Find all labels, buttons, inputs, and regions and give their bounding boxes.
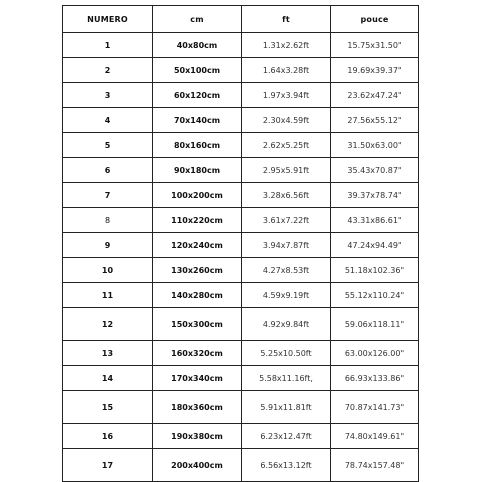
table-row: [63, 341, 419, 366]
table-row: [63, 183, 419, 208]
cell-pouce: 35.43x70.87": [331, 158, 419, 183]
cell-cm: 200x400cm: [153, 449, 242, 482]
cell-cm: 40x80cm: [153, 33, 242, 58]
cell-ft: 1.97x3.94ft: [242, 83, 331, 108]
cell-ft: 1.64x3.28ft: [242, 58, 331, 83]
table-row: [63, 33, 419, 58]
table-row: [63, 133, 419, 158]
cell-cm: 190x380cm: [153, 424, 242, 449]
cell-pouce: 55.12x110.24": [331, 283, 419, 308]
cell-cm: 70x140cm: [153, 108, 242, 133]
cell-numero: 11: [63, 283, 153, 308]
table-row: [63, 391, 419, 424]
cell-numero: 13: [63, 341, 153, 366]
cell-ft: 4.27x8.53ft: [242, 258, 331, 283]
cell-pouce: 15.75x31.50": [331, 33, 419, 58]
cell-pouce: 74.80x149.61": [331, 424, 419, 449]
cell-ft: 1.31x2.62ft: [242, 33, 331, 58]
table-row: [63, 208, 419, 233]
cell-cm: 150x300cm: [153, 308, 242, 341]
cell-cm: 160x320cm: [153, 341, 242, 366]
cell-numero: 17: [63, 449, 153, 482]
cell-pouce: 47.24x94.49": [331, 233, 419, 258]
header-pouce: pouce: [331, 6, 419, 33]
cell-pouce: 78.74x157.48": [331, 449, 419, 482]
cell-ft: 4.59x9.19ft: [242, 283, 331, 308]
table-row: [63, 108, 419, 133]
cell-pouce: 51.18x102.36": [331, 258, 419, 283]
cell-ft: 2.95x5.91ft: [242, 158, 331, 183]
cell-ft: 3.28x6.56ft: [242, 183, 331, 208]
cell-pouce: 63.00x126.00": [331, 341, 419, 366]
header-cm: cm: [153, 6, 242, 33]
cell-numero: 8: [63, 208, 153, 233]
cell-numero: 16: [63, 424, 153, 449]
table-body: [63, 33, 419, 482]
header-row: [63, 6, 419, 33]
cell-pouce: 31.50x63.00": [331, 133, 419, 158]
cell-pouce: 66.93x133.86": [331, 366, 419, 391]
cell-cm: 130x260cm: [153, 258, 242, 283]
cell-numero: 6: [63, 158, 153, 183]
cell-ft: 3.61x7.22ft: [242, 208, 331, 233]
cell-cm: 60x120cm: [153, 83, 242, 108]
cell-ft: 3.94x7.87ft: [242, 233, 331, 258]
cell-cm: 110x220cm: [153, 208, 242, 233]
table-row: [63, 424, 419, 449]
cell-pouce: 27.56x55.12": [331, 108, 419, 133]
header-numero: NUMERO: [63, 6, 153, 33]
cell-cm: 120x240cm: [153, 233, 242, 258]
cell-pouce: 19.69x39.37": [331, 58, 419, 83]
cell-pouce: 39.37x78.74": [331, 183, 419, 208]
cell-pouce: 59.06x118.11": [331, 308, 419, 341]
cell-cm: 80x160cm: [153, 133, 242, 158]
cell-numero: 4: [63, 108, 153, 133]
cell-ft: 6.23x12.47ft: [242, 424, 331, 449]
table-row: [63, 366, 419, 391]
table-row: [63, 258, 419, 283]
cell-pouce: 70.87x141.73": [331, 391, 419, 424]
cell-cm: 180x360cm: [153, 391, 242, 424]
table-row: [63, 283, 419, 308]
cell-ft: 5.91x11.81ft: [242, 391, 331, 424]
cell-numero: 1: [63, 33, 153, 58]
cell-numero: 10: [63, 258, 153, 283]
cell-numero: 14: [63, 366, 153, 391]
cell-ft: 4.92x9.84ft: [242, 308, 331, 341]
cell-numero: 3: [63, 83, 153, 108]
cell-cm: 90x180cm: [153, 158, 242, 183]
cell-cm: 100x200cm: [153, 183, 242, 208]
table-row: [63, 58, 419, 83]
cell-numero: 9: [63, 233, 153, 258]
cell-cm: 50x100cm: [153, 58, 242, 83]
cell-cm: 140x280cm: [153, 283, 242, 308]
cell-numero: 12: [63, 308, 153, 341]
cell-numero: 15: [63, 391, 153, 424]
cell-ft: 5.25x10.50ft: [242, 341, 331, 366]
table-row: [63, 233, 419, 258]
cell-ft: 2.30x4.59ft: [242, 108, 331, 133]
table-row: [63, 308, 419, 341]
cell-numero: 2: [63, 58, 153, 83]
table-row: [63, 449, 419, 482]
table-row: [63, 158, 419, 183]
table-header: [63, 6, 419, 33]
table-row: [63, 83, 419, 108]
cell-cm: 170x340cm: [153, 366, 242, 391]
cell-numero: 5: [63, 133, 153, 158]
cell-ft: 6.56x13.12ft: [242, 449, 331, 482]
cell-pouce: 43.31x86.61": [331, 208, 419, 233]
cell-ft: 5.58x11.16ft,: [242, 366, 331, 391]
cell-ft: 2.62x5.25ft: [242, 133, 331, 158]
size-conversion-table: [62, 5, 419, 482]
cell-numero: 7: [63, 183, 153, 208]
cell-pouce: 23.62x47.24": [331, 83, 419, 108]
header-ft: ft: [242, 6, 331, 33]
